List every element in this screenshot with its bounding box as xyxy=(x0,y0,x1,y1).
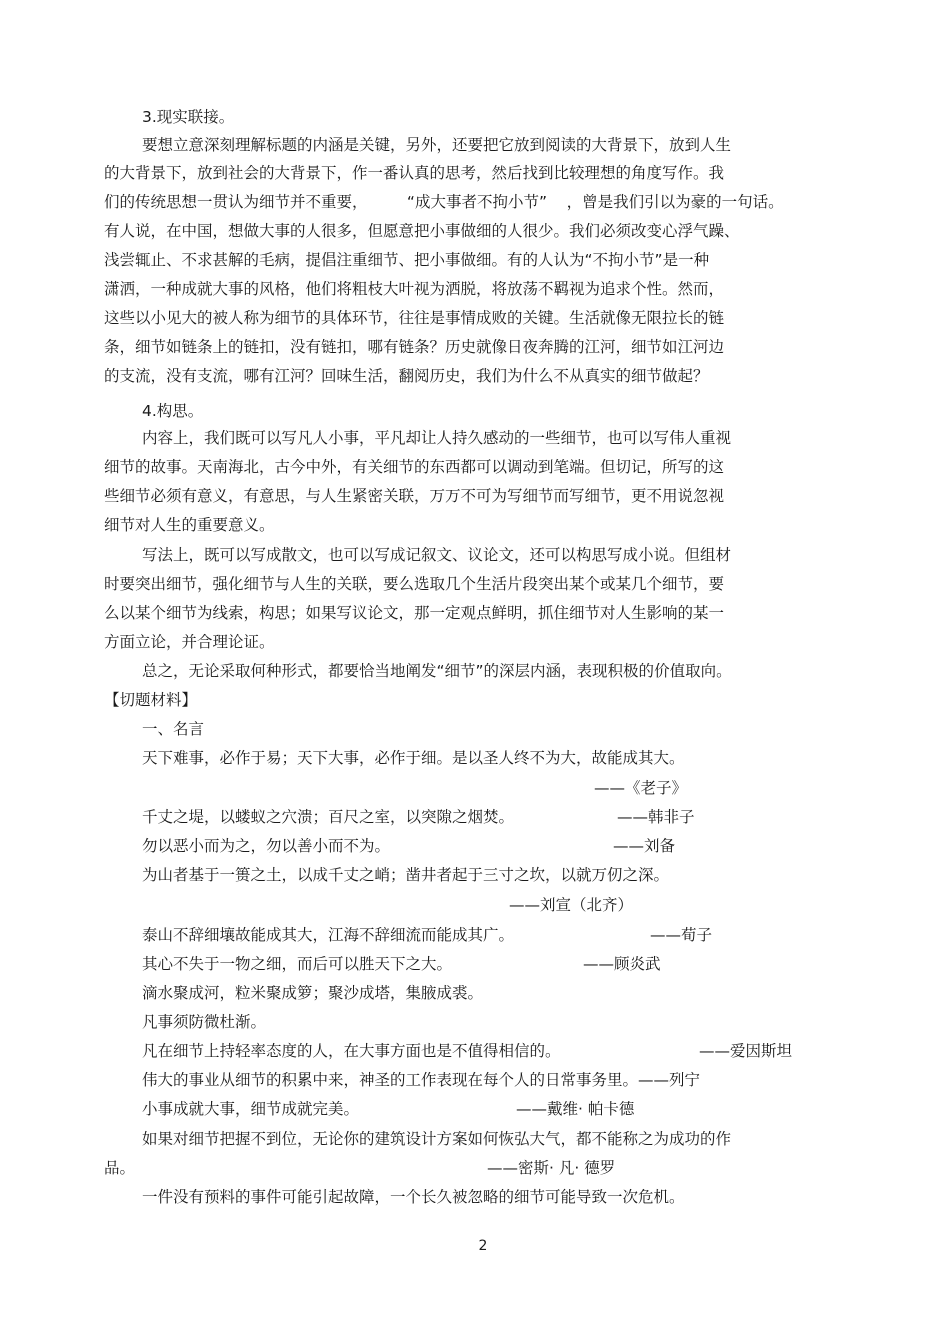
quote-text: 滴水聚成河，粒米聚成箩；聚沙成塔，集腋成裘。 xyxy=(142,984,484,1002)
section4-para1-line: 内容上，我们既可以写凡人小事，平凡却让人持久感动的一些细节，也可以写伟人重视 xyxy=(142,429,732,447)
section3-line: 要想立意深刻理解标题的内涵是关键，另外，还要把它放到阅读的大背景下，放到人生 xyxy=(142,136,732,154)
page-number: 2 xyxy=(478,1238,488,1254)
quote-text: 伟大的事业从细节的积累中来，神圣的工作表现在每个人的日常事务里。——列宁 xyxy=(142,1071,701,1089)
quote-author: ——爱因斯坦 xyxy=(699,1042,793,1060)
section4-para2-line: 写法上，既可以写成散文，也可以写成记叙文、议论文，还可以构思写成小说。但组材 xyxy=(142,546,732,564)
quote-author: ——荀子 xyxy=(650,926,713,944)
quote-text: 如果对细节把握不到位，无论你的建筑设计方案如何恢弘大气，都不能称之为成功的作 xyxy=(142,1130,732,1148)
quote-author: ——韩非子 xyxy=(617,808,695,826)
quote-author: ——刘宣（北齐） xyxy=(509,896,634,914)
section4-heading: 4.构思。 xyxy=(142,402,204,420)
section3-line: 潇洒，一种成就大事的风格，他们将粗枝大叶视为洒脱，将放荡不羁视为追求个性。然而， xyxy=(104,280,725,298)
quote-author: ——密斯· 凡· 德罗 xyxy=(487,1159,616,1177)
materials-title: 【切题材料】 xyxy=(104,691,198,709)
section4-para2-line: 方面立论，并合理论证。 xyxy=(104,633,275,651)
section4-para1-line: 细节对人生的重要意义。 xyxy=(104,516,275,534)
section4-para1-line: 些细节必须有意义，有意思，与人生紧密关联，万万不可为写细节而写细节，更不用说忽视 xyxy=(104,487,725,505)
section3-line: 们的传统思想一贯认为细节并不重要， “成大事者不拘小节” ，曾是我们引以为豪的一句话。 xyxy=(104,193,784,211)
section3-line: 的支流，没有支流，哪有江河？回味生活，翻阅历史，我们为什么不从真实的细节做起？ xyxy=(104,367,709,385)
section3-line: 浅尝辄止、不求甚解的毛病，提倡注重细节、把小事做细。有的人认为“不拘小节”是一种 xyxy=(104,251,710,269)
section4-para2-line: 么以某个细节为线索，构思；如果写议论文，那一定观点鲜明，抓住细节对人生影响的某一 xyxy=(104,604,725,622)
quote-author: ——顾炎武 xyxy=(583,955,661,973)
quote-text: 其心不失于一物之细，而后可以胜天下之大。 xyxy=(142,955,453,973)
quote-text: 千丈之堤，以蝼蚁之穴溃；百尺之室，以突隙之烟焚。 xyxy=(142,808,515,826)
quote-text: 凡事须防微杜渐。 xyxy=(142,1013,267,1031)
section4-para1-line: 细节的故事。天南海北，古今中外，有关细节的东西都可以调动到笔端。但切记，所写的这 xyxy=(104,458,725,476)
section4-conclusion: 总之，无论采取何种形式，都要恰当地阐发“细节”的深层内涵，表现积极的价值取向。 xyxy=(142,662,732,680)
section3-line: 有人说，在中国，想做大事的人很多，但愿意把小事做细的人很少。我们必须改变心浮气躁、 xyxy=(104,222,740,240)
materials-subtitle: 一、名言 xyxy=(142,720,205,738)
quote-text: 为山者基于一篑之土，以成千丈之峭；凿井者起于三寸之坎，以就万仞之深。 xyxy=(142,866,670,884)
quote-author: ——戴维· 帕卡德 xyxy=(516,1100,635,1118)
quote-text: 勿以恶小而为之，勿以善小而不为。 xyxy=(142,837,391,855)
quote-text: 泰山不辞细壤故能成其大，江海不辞细流而能成其广。 xyxy=(142,926,515,944)
quote-author: ——《老子》 xyxy=(594,779,688,797)
quote-author: ——刘备 xyxy=(613,837,676,855)
quote-text: 小事成就大事，细节成就完美。 xyxy=(142,1100,360,1118)
quote-text: 凡在细节上持轻率态度的人，在大事方面也是不值得相信的。 xyxy=(142,1042,561,1060)
section3-line: 的大背景下，放到社会的大背景下，作一番认真的思考，然后找到比较理想的角度写作。我 xyxy=(104,164,725,182)
section3-line: 这些以小见大的被人称为细节的具体环节，往往是事情成败的关键。生活就像无限拉长的链 xyxy=(104,309,725,327)
quote-text: 天下难事，必作于易；天下大事，必作于细。是以圣人终不为大，故能成其大。 xyxy=(142,749,685,767)
quote-text: 品。 xyxy=(104,1159,136,1177)
section3-line: 条，细节如链条上的链扣，没有链扣，哪有链条？历史就像日夜奔腾的江河，细节如江河边 xyxy=(104,338,725,356)
section4-para2-line: 时要突出细节，强化细节与人生的关联，要么选取几个生活片段突出某个或某几个细节，要 xyxy=(104,575,725,593)
quote-text: 一件没有预料的事件可能引起故障，一个长久被忽略的细节可能导致一次危机。 xyxy=(142,1188,685,1206)
section3-heading: 3.现实联接。 xyxy=(142,108,235,126)
